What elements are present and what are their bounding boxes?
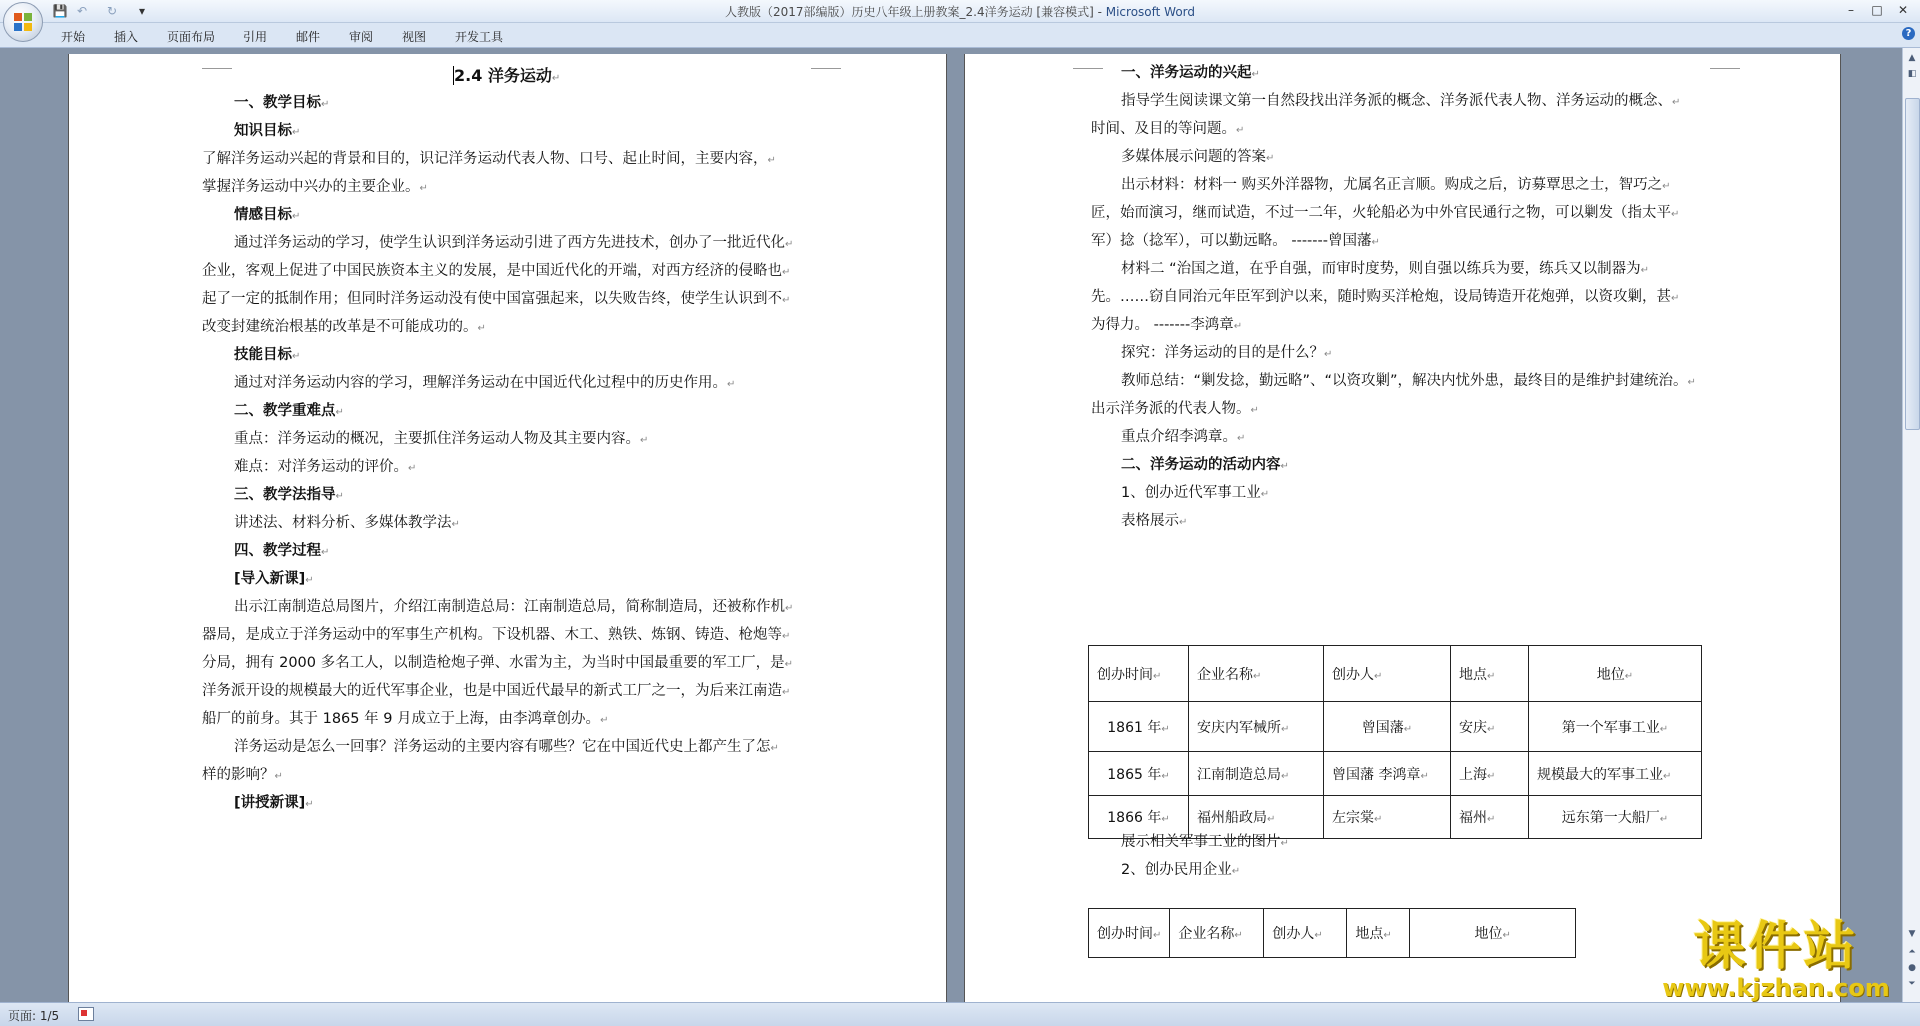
scroll-down-icon[interactable]: ▼ <box>1908 929 1916 939</box>
close-button[interactable]: ✕ <box>1897 3 1909 17</box>
paragraph-mark-icon: ↵ <box>1231 866 1241 877</box>
ribbon-tab-bar <box>0 23 1920 48</box>
table-cell[interactable]: 安庆内军械所↵ <box>1189 702 1324 752</box>
table-cell[interactable]: 安庆↵ <box>1451 702 1529 752</box>
paragraph-mark-icon: ↵ <box>408 463 417 474</box>
document-text-line[interactable]: 三、教学法指导↵ <box>234 487 344 503</box>
page-indicator[interactable]: 页面: 1/5 <box>8 1009 60 1023</box>
page-2 <box>964 54 1841 1002</box>
document-text-line[interactable]: 知识目标↵ <box>234 123 301 139</box>
paragraph-mark-icon: ↵ <box>274 771 283 782</box>
table-cell[interactable]: 1866 年↵ <box>1089 796 1189 839</box>
paragraph-mark-icon: ↵ <box>1236 125 1245 136</box>
paragraph-mark-icon: ↵ <box>305 799 314 810</box>
paragraph-mark-icon: ↵ <box>1671 209 1680 220</box>
table-header-cell[interactable]: 创办时间↵ <box>1089 909 1170 958</box>
table-cell[interactable]: 福州↵ <box>1451 796 1529 839</box>
tab-mailings[interactable]: 邮件 <box>296 30 321 44</box>
document-text-line[interactable]: 二、教学重难点↵ <box>234 403 344 419</box>
paragraph-mark-icon: ↵ <box>419 183 428 194</box>
document-text-line[interactable]: 出示材料：材料一 购买外洋器物，尤属名正言顺。购成之后，访募覃思之士，智巧之↵ <box>1121 177 1671 193</box>
paragraph-mark-icon: ↵ <box>321 547 330 558</box>
document-text-line[interactable]: 讲述法、材料分析、多媒体教学法↵ <box>234 515 460 531</box>
paragraph-mark-icon: ↵ <box>477 323 486 334</box>
paragraph-mark-icon: ↵ <box>335 407 344 418</box>
table-cell[interactable]: 第一个军事工业↵ <box>1529 702 1702 752</box>
paragraph-mark-icon: ↵ <box>770 743 779 754</box>
table-header-cell[interactable]: 创办人↵ <box>1264 909 1347 958</box>
document-text-line[interactable]: 多媒体展示问题的答案↵ <box>1121 149 1275 165</box>
paragraph-mark-icon: ↵ <box>1260 489 1270 500</box>
paragraph-mark-icon: ↵ <box>600 715 609 726</box>
table-cell[interactable]: 曾国藩↵ <box>1324 702 1451 752</box>
scrollbar-thumb[interactable] <box>1905 98 1920 430</box>
military-industry-table <box>1088 645 1702 839</box>
paragraph-mark-icon: ↵ <box>1251 69 1260 80</box>
table-header-cell[interactable]: 地点↵ <box>1451 646 1529 702</box>
table-cell[interactable]: 上海↵ <box>1451 752 1529 796</box>
document-text-line[interactable]: [导入新课]↵ <box>234 571 314 587</box>
app-name: Microsoft Word <box>1105 5 1196 19</box>
paragraph-mark-icon: ↵ <box>305 575 314 586</box>
document-text-line[interactable]: 分局，拥有 2000 多名工人，以制造枪炮子弹、水雷为主，为当时中国最重要的军工厂，是↵ <box>202 655 794 671</box>
document-text-line[interactable]: 二、洋务运动的活动内容↵ <box>1121 457 1289 473</box>
select-browse-object-icon[interactable]: ● <box>1908 963 1916 973</box>
customize-qat-icon[interactable]: ▾ <box>138 4 146 18</box>
table-header-cell[interactable]: 企业名称↵ <box>1170 909 1264 958</box>
document-text-line[interactable]: 为得力。 -------李鸿章↵ <box>1091 317 1243 333</box>
tab-developer[interactable]: 开发工具 <box>455 30 504 44</box>
document-text-line[interactable]: 情感目标↵ <box>234 207 301 223</box>
table-header-cell[interactable]: 创办人↵ <box>1324 646 1451 702</box>
document-text-line[interactable]: 教师总结：“剿发捻，勤远略”、“以资攻剿”，解决内忧外患，最终目的是维护封建统治。↵ <box>1121 373 1696 389</box>
document-text-line[interactable]: 指导学生阅读课文第一自然段找出洋务派的概念、洋务派代表人物、洋务运动的概念、↵ <box>1121 93 1681 109</box>
document-text-line[interactable]: 洋务派开设的规模最大的近代军事企业，也是中国近代最早的新式工厂之一，为后来江南造↵ <box>202 683 791 699</box>
table-cell[interactable]: 曾国藩 李鸿章↵ <box>1324 752 1451 796</box>
next-page-icon[interactable]: ⏷ <box>1908 979 1916 989</box>
paragraph-mark-icon: ↵ <box>451 519 460 530</box>
document-text-line[interactable]: 时间、及目的等问题。↵ <box>1091 121 1245 137</box>
document-text-line[interactable]: 材料二 “治国之道，在乎自强，而审时度势，则自强以练兵为要，练兵又以制器为↵ <box>1121 261 1650 277</box>
paragraph-mark-icon: ↵ <box>782 631 791 642</box>
table-header-cell[interactable]: 企业名称↵ <box>1189 646 1324 702</box>
maximize-button[interactable]: □ <box>1871 3 1883 17</box>
document-text-line[interactable]: 样的影响？↵ <box>202 767 283 783</box>
title-bar <box>0 0 1920 23</box>
document-text-line[interactable]: 1、创办近代军事工业↵ <box>1121 485 1270 501</box>
paragraph-mark-icon: ↵ <box>1640 265 1650 276</box>
table-cell[interactable]: 江南制造总局↵ <box>1189 752 1324 796</box>
help-icon[interactable]: ? <box>1902 27 1915 40</box>
document-text-line[interactable]: 难点：对洋务运动的评价。↵ <box>234 459 417 475</box>
paragraph-mark-icon: ↵ <box>784 659 794 670</box>
status-bar <box>0 1002 1920 1026</box>
document-text-line[interactable]: 器局，是成立于洋务运动中的军事生产机构。下设机器、木工、熟铁、炼钢、铸造、枪炮等↵ <box>202 627 791 643</box>
table-row <box>1089 752 1702 796</box>
page-1 <box>68 54 947 1002</box>
document-text-line[interactable]: [讲授新课]↵ <box>234 795 314 811</box>
paragraph-mark-icon: ↵ <box>321 99 330 110</box>
paragraph-mark-icon: ↵ <box>782 687 791 698</box>
document-text-line[interactable]: 起了一定的抵制作用；但同时洋务运动没有使中国富强起来，以失败告终，使学生认识到不↵ <box>202 291 791 307</box>
civil-enterprise-table <box>1088 908 1576 958</box>
table-cell[interactable]: 1861 年↵ <box>1089 702 1189 752</box>
document-text-line[interactable]: 匠，始而演习，继而试造，不过一二年，火轮船必为中外官民通行之物，可以剿发（指太平↵ <box>1091 205 1680 221</box>
table-row <box>1089 796 1702 839</box>
office-button[interactable] <box>3 2 43 42</box>
ruler-toggle-icon[interactable]: ◧ <box>1907 69 1917 79</box>
document-text-line[interactable]: 掌握洋务运动中兴办的主要企业。↵ <box>202 179 428 195</box>
document-text-line[interactable]: 洋务运动是怎么一回事？洋务运动的主要内容有哪些？它在中国近代史上都产生了怎↵ <box>234 739 779 755</box>
document-text-line[interactable]: 出示江南制造总局图片，介绍江南制造总局：江南制造总局，简称制造局，还被称作机↵ <box>234 599 794 615</box>
document-text-line[interactable]: 军）捻（捻军），可以勤远略。 -------曾国藩↵ <box>1091 233 1380 249</box>
table-row <box>1089 702 1702 752</box>
redo-icon[interactable]: ↻ <box>106 4 118 18</box>
paragraph-mark-icon: ↵ <box>1371 237 1380 248</box>
paragraph-mark-icon: ↵ <box>1280 838 1289 849</box>
document-text-line[interactable]: 一、洋务运动的兴起↵ <box>1121 65 1260 81</box>
document-text-line[interactable]: 探究：洋务运动的目的是什么？↵ <box>1121 345 1333 361</box>
paragraph-mark-icon: ↵ <box>335 491 344 502</box>
paragraph-mark-icon: ↵ <box>1280 461 1289 472</box>
document-text-line[interactable]: 先。……窃自同治元年臣军到沪以来，随时购买洋枪炮，设局铸造开花炮弹，以资攻剿，甚↵ <box>1091 289 1680 305</box>
tab-insert[interactable]: 插入 <box>114 30 139 44</box>
document-text-line[interactable]: 展示相关军事工业的图片↵ <box>1121 834 1289 850</box>
paragraph-mark-icon: ↵ <box>1324 349 1333 360</box>
document-text-line[interactable]: 通过对洋务运动内容的学习，理解洋务运动在中国近代化过程中的历史作用。↵ <box>234 375 736 391</box>
document-text-line[interactable]: 表格展示↵ <box>1121 513 1188 529</box>
save-icon[interactable]: 💾 <box>52 4 68 18</box>
document-area <box>0 48 1902 1002</box>
document-text-line[interactable]: 技能目标↵ <box>234 347 301 363</box>
table-header-cell[interactable]: 创办时间↵ <box>1089 646 1189 702</box>
paragraph-mark-icon: ↵ <box>785 603 794 614</box>
paragraph-mark-icon: ↵ <box>767 155 776 166</box>
tab-home[interactable]: 开始 <box>61 30 86 44</box>
paragraph-mark-icon: ↵ <box>727 379 736 390</box>
table-cell[interactable]: 福州船政局↵ <box>1189 796 1324 839</box>
tab-page-layout[interactable]: 页面布局 <box>167 30 216 44</box>
document-text-line[interactable]: 重点：洋务运动的概况，主要抓住洋务运动人物及其主要内容。↵ <box>234 431 649 447</box>
proofing-icon[interactable] <box>78 1007 94 1021</box>
table-cell[interactable]: 规模最大的军事工业↵ <box>1529 752 1702 796</box>
paragraph-mark-icon: ↵ <box>1662 181 1671 192</box>
watermark-title: 课件站 <box>1693 917 1859 977</box>
paragraph-mark-icon: ↵ <box>1672 97 1681 108</box>
document-title: 人教版（2017部编版）历史八年级上册教案_2.4洋务运动 [兼容模式] - <box>724 5 1106 19</box>
document-text-line[interactable]: 船厂的前身。其于 1865 年 9 月成立于上海，由李鸿章创办。↵ <box>202 711 609 727</box>
document-text-line[interactable]: 企业，客观上促进了中国民族资本主义的发展，是中国近代化的开端，对西方经济的侵略也↵ <box>202 263 791 279</box>
table-header-row <box>1089 646 1702 702</box>
paragraph-mark-icon: ↵ <box>1233 321 1243 332</box>
window-title <box>0 3 1920 20</box>
document-heading[interactable]: 2.4 洋务运动↵ <box>454 66 561 85</box>
paragraph-mark-icon: ↵ <box>785 239 794 250</box>
watermark-url: www.kjzhan.com <box>1662 974 1890 1002</box>
paragraph-mark-icon: ↵ <box>1237 433 1246 444</box>
document-text-line[interactable]: 了解洋务运动兴起的背景和目的，识记洋务运动代表人物、口号、起止时间，主要内容，↵ <box>202 151 776 167</box>
document-text-line[interactable]: 重点介绍李鸿章。↵ <box>1121 429 1246 445</box>
vertical-scrollbar[interactable] <box>1902 48 1920 1002</box>
undo-icon[interactable]: ↶ <box>76 4 88 18</box>
tab-review[interactable]: 审阅 <box>349 30 374 44</box>
minimize-button[interactable]: – <box>1848 3 1854 17</box>
tab-view[interactable]: 视图 <box>402 30 427 44</box>
table-header-cell[interactable]: 地位↵ <box>1529 646 1702 702</box>
paragraph-mark-icon: ↵ <box>1179 517 1188 528</box>
tab-references[interactable]: 引用 <box>243 30 268 44</box>
table-header-cell[interactable]: 地点↵ <box>1347 909 1410 958</box>
paragraph-mark-icon: ↵ <box>782 267 791 278</box>
paragraph-mark-icon: ↵ <box>1250 405 1259 416</box>
paragraph-mark-icon: ↵ <box>640 435 649 446</box>
table-header-cell[interactable]: 地位↵ <box>1410 909 1576 958</box>
paragraph-mark-icon: ↵ <box>1266 153 1275 164</box>
paragraph-mark-icon: ↵ <box>1671 293 1680 304</box>
document-text-line[interactable]: 一、教学目标↵ <box>234 95 330 111</box>
table-cell[interactable]: 1865 年↵ <box>1089 752 1189 796</box>
scroll-up-icon[interactable]: ▲ <box>1908 53 1916 63</box>
table-cell[interactable]: 远东第一大船厂↵ <box>1529 796 1702 839</box>
paragraph-mark-icon: ↵ <box>782 295 791 306</box>
paragraph-mark-icon: ↵ <box>292 351 301 362</box>
table-cell[interactable]: 左宗棠↵ <box>1324 796 1451 839</box>
document-text-line[interactable]: 通过洋务运动的学习，使学生认识到洋务运动引进了西方先进技术，创办了一批近代化↵ <box>234 235 794 251</box>
office-logo-icon <box>13 12 33 32</box>
document-text-line[interactable]: 2、创办民用企业↵ <box>1121 862 1241 878</box>
paragraph-mark-icon: ↵ <box>292 127 301 138</box>
document-text-line[interactable]: 出示洋务派的代表人物。↵ <box>1091 401 1259 417</box>
table-header-row <box>1089 909 1576 958</box>
paragraph-mark-icon: ↵ <box>1687 377 1696 388</box>
document-text-line[interactable]: 四、教学过程↵ <box>234 543 330 559</box>
previous-page-icon[interactable]: ⏶ <box>1908 947 1916 957</box>
document-text-line[interactable]: 改变封建统治根基的改革是不可能成功的。↵ <box>202 319 486 335</box>
paragraph-mark-icon: ↵ <box>292 211 301 222</box>
watermark-logo <box>1658 918 1894 1004</box>
